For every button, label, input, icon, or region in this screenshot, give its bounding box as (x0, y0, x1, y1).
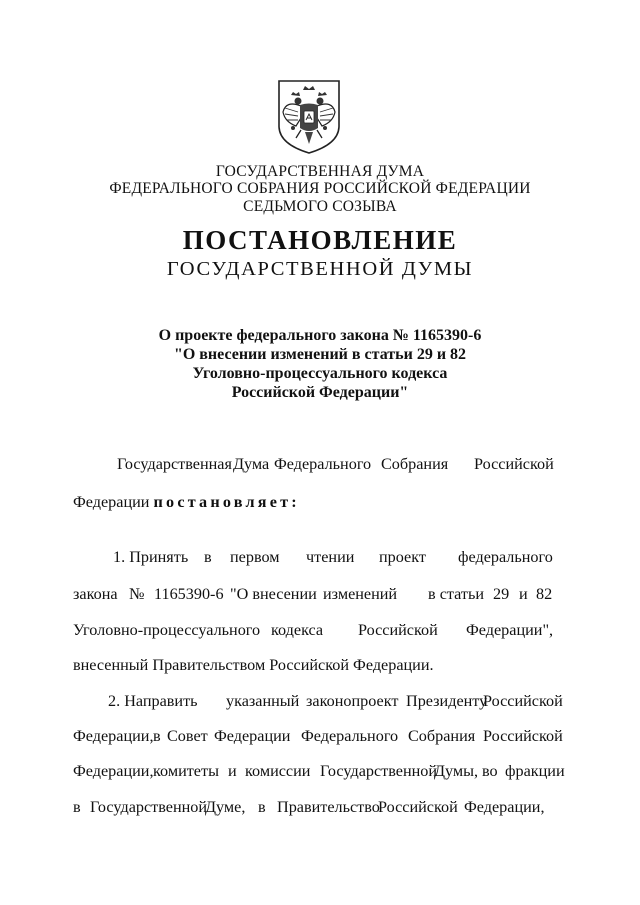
clause2-word: и (228, 762, 237, 780)
clause1-word: Уголовно-процессуального (73, 621, 261, 639)
clause2-word: Российской (483, 692, 563, 710)
preamble-federation-word: Федерации (73, 493, 154, 511)
clause2-word: в (258, 798, 266, 816)
subject-line-4: Российской Федерации" (231, 384, 409, 401)
clause1-word: Федерации", (466, 621, 554, 639)
institution-line-3: СЕДЬМОГО СОЗЫВА (243, 198, 397, 215)
clause1-word: в статьи (428, 585, 485, 603)
institution-line-2: ФЕДЕРАЛЬНОГО СОБРАНИЯ РОССИЙСКОЙ ФЕДЕРАЦИИ (109, 180, 531, 197)
decrees-spaced-word: постановляет: (153, 493, 300, 511)
clause2-word: Государственной (90, 798, 208, 816)
document-type-title: ПОСТАНОВЛЕНИЕ (182, 225, 458, 255)
clause1-word: закона (73, 585, 118, 603)
clause1-word: 82 (536, 585, 553, 603)
clause1-word: "О внесении (230, 585, 317, 603)
preamble-word: Собрания (381, 455, 449, 473)
clause1-word: проект (379, 548, 426, 566)
institution-line-1: ГОСУДАРСТВЕННАЯ ДУМА (215, 163, 425, 180)
clause1-word: 1. Принять (113, 548, 189, 566)
clause2-word: Федерального (301, 727, 399, 745)
coat-of-arms-emblem (276, 78, 342, 156)
clause1-word: чтении (306, 548, 355, 566)
clause2-word: Российской (483, 727, 563, 745)
document-issuer-subtitle: ГОСУДАРСТВЕННОЙ ДУМЫ (166, 258, 474, 280)
clause1-word: изменений (323, 585, 398, 603)
clause1-word: 29 (493, 585, 510, 603)
clause2-word: Собрания (408, 727, 476, 745)
clause1-line-4: внесенный Правительством Российской Федерации. (73, 656, 434, 674)
clause2-word: во (482, 762, 498, 780)
clause2-word: Президенту (406, 692, 488, 710)
clause2-word: в (153, 727, 161, 745)
clause2-word: Федерации, (73, 762, 154, 780)
preamble-word: Российской (474, 455, 554, 473)
clause2-word: Федерации (214, 727, 291, 745)
clause2-word: Федерации, (464, 798, 545, 816)
clause2-word: 2. Направить (108, 692, 198, 710)
clause2-word: Российской (378, 798, 458, 816)
clause2-word: Думе, (205, 798, 246, 816)
clause2-word: фракции (505, 762, 565, 780)
clause2-word: Правительство (277, 798, 380, 816)
clause2-word: указанный (226, 692, 300, 710)
subject-line-2: "О внесении изменений в статьи 29 и 82 (173, 346, 467, 363)
clause1-word: первом (230, 548, 280, 566)
clause1-word: Российской (358, 621, 438, 639)
preamble-word: Федерального (274, 455, 372, 473)
clause1-word: в (204, 548, 212, 566)
preamble-word: Государственная (117, 455, 232, 473)
preamble-line-2 (73, 493, 300, 512)
clause2-word: законопроект (306, 692, 399, 710)
clause2-word: комитеты (153, 762, 219, 780)
clause2-word: Совет (167, 727, 208, 745)
preamble-word: Дума (233, 455, 270, 473)
clause2-word: Федерации, (73, 727, 154, 745)
clause1-word: федерального (458, 548, 553, 566)
clause1-word: 1165390-6 (154, 585, 224, 603)
clause2-word: комиссии (245, 762, 311, 780)
clause2-word: Думы, (434, 762, 479, 780)
clause2-word: Государственной (320, 762, 438, 780)
clause1-word: и (519, 585, 528, 603)
subject-line-1: О проекте федерального закона № 1165390-6 (158, 327, 482, 344)
subject-line-3: Уголовно-процессуального кодекса (192, 365, 448, 382)
clause2-word: в (73, 798, 81, 816)
clause1-word: № (129, 585, 145, 603)
clause1-word: кодекса (271, 621, 324, 639)
